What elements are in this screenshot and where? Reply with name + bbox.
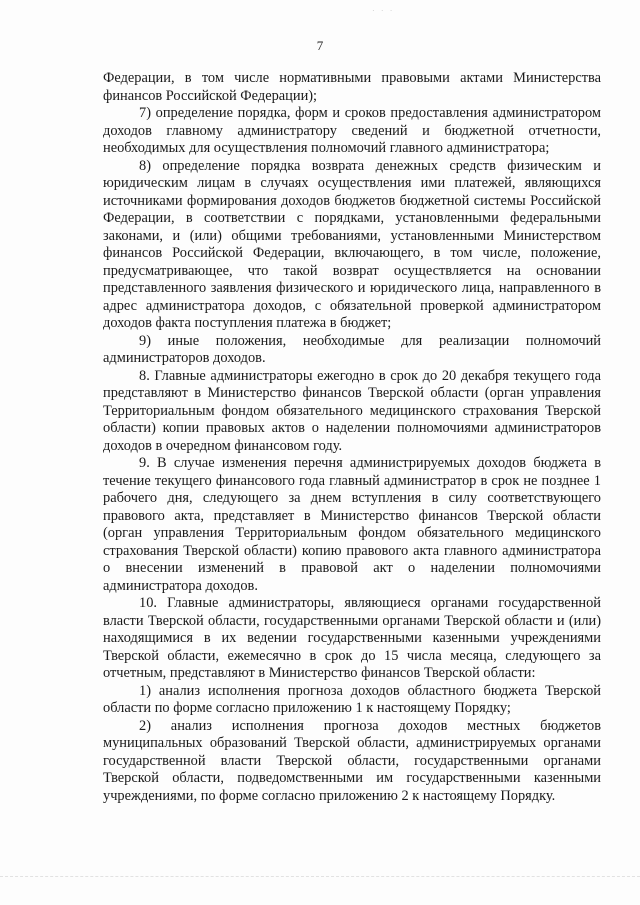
paragraph-subitem-1: 1) анализ исполнения прогноза доходов областного бюджета Тверской области по форме согласно приложению 1 к настоящему Порядку; — [103, 682, 601, 716]
scan-artifact: · · · — [372, 6, 395, 15]
paragraph-item-7: 7) определение порядка, форм и сроков предоставления администратором доходов главному администратору сведений и бюджетной отчетности, необходимых для осуществления полномочий главного администратора; — [103, 105, 601, 156]
paragraph-clause-10: 10. Главные администраторы, являющиеся органами государственной власти Тверской области, государственными органами Тверской области и (или) находящимися в их ведении государственными казенными учреждениями Тверской области, ежемесячно в срок до 15 числа месяца, следующего за отчетным, представляют в Министерство финансов Тверской области: — [103, 595, 601, 681]
page-number: 7 — [316, 38, 324, 53]
paragraph-item-9: 9) иные положения, необходимые для реализации полномочий администраторов доходов. — [103, 332, 601, 366]
scan-edge-line — [0, 876, 640, 877]
paragraph-item-8: 8) определение порядка возврата денежных средств физическим и юридическим лицам в случаях осуществления ими платежей, являющихся источниками формирования доходов бюджетов бюджетной системы Российской Федерации, в соответствии с порядками, установленными федеральными законами, и (или) общими требованиями, установленными Министерством финансов Российской Федерации, включающего, в том числе, положение, предусматривающее, что такой возврат осуществляется на основании представленного заявления физического и юридического лица, направленного в адрес администратора доходов, с обязательной проверкой администратором доходов факта поступления платежа в бюджет; — [103, 157, 601, 331]
document-body — [103, 70, 601, 805]
paragraph-subitem-2: 2) анализ исполнения прогноза доходов местных бюджетов муниципальных образований Тверской области, администрируемых органами государственной власти Тверской области, государственными органами Тверской области, подведомственными им государственными казенными учреждениями, по форме согласно приложению 2 к настоящему Порядку. — [103, 717, 601, 804]
paragraph-clause-8: 8. Главные администраторы ежегодно в срок до 20 декабря текущего года представляют в Министерство финансов Тверской области (орган управления Территориальным фондом обязательного медицинского страхования Тверской области) копии правовых актов о наделении полномочиями администраторов доходов в очередном финансовом году. — [103, 367, 601, 454]
paragraph-clause-9: 9. В случае изменения перечня администрируемых доходов бюджета в течение текущего финансового года главный администратор в срок не позднее 1 рабочего дня, следующего за днем вступления в силу соответствующего правового акта, представляет в Министерство финансов Тверской области (орган управления Территориальным фондом обязательного медицинского страхования Тверской области) копию правового акта главного администратора о внесении изменений в правовой акт о наделении полномочиями администратора доходов. — [103, 455, 601, 594]
paragraph-continuation: Федерации, в том числе нормативными правовыми актами Министерства финансов Российской Федерации); — [103, 70, 601, 104]
